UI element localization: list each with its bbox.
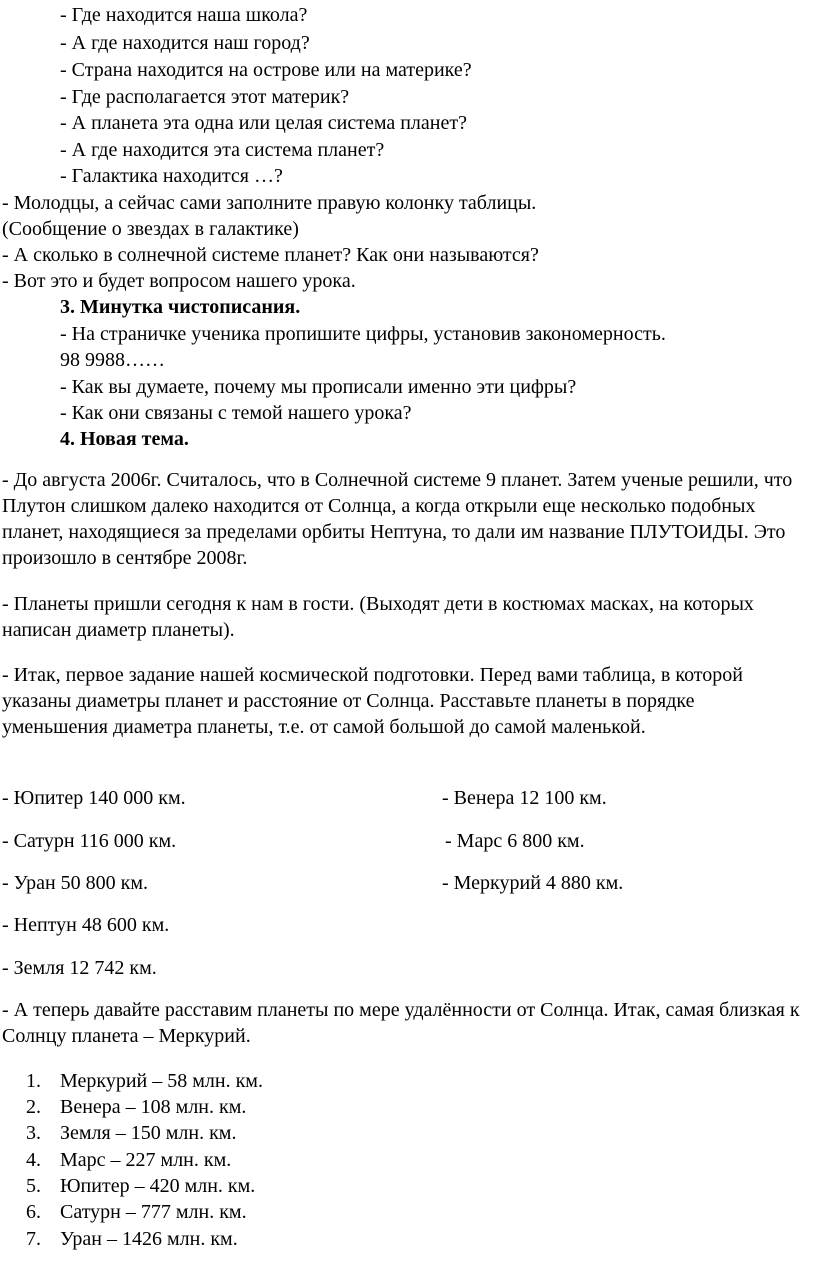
- list-text: Меркурий – 58 млн. км.: [60, 1070, 263, 1092]
- list-number: 6.: [26, 1201, 41, 1223]
- remark-line: (Сообщение о звездах в галактике): [2, 218, 299, 240]
- section-line: - Как они связаны с темой нашего урока?: [60, 402, 412, 424]
- section-heading: 3. Минутка чистописания.: [60, 296, 301, 318]
- question-line: - А где находится наш город?: [60, 32, 310, 54]
- section-line: 98 9988……: [60, 349, 165, 371]
- list-text: Марс – 227 млн. км.: [60, 1149, 232, 1171]
- list-number: 2.: [26, 1096, 41, 1118]
- list-text: Земля – 150 млн. км.: [60, 1122, 237, 1144]
- list-text: Уран – 1426 млн. км.: [60, 1228, 238, 1250]
- paragraph: - А теперь давайте расставим планеты по мере удалённости от Солнца. Итак, самая близкая к Солнцу планета – Меркурий.: [2, 999, 800, 1047]
- list-number: 1.: [26, 1070, 41, 1092]
- list-number: 4.: [26, 1149, 41, 1171]
- list-number: 7.: [26, 1228, 41, 1250]
- list-item: [26, 1068, 263, 1094]
- diameter-item: - Венера 12 100 км.: [442, 787, 607, 809]
- diameter-item: - Земля 12 742 км.: [2, 957, 157, 979]
- list-item: [26, 1173, 255, 1199]
- list-number: 3.: [26, 1122, 41, 1144]
- diameter-item: - Юпитер 140 000 км.: [2, 787, 186, 809]
- section-line: - Как вы думаете, почему мы прописали именно эти цифры?: [60, 376, 577, 398]
- list-number: 5.: [26, 1175, 41, 1197]
- remark-line: - А сколько в солнечной системе планет? Как они называются?: [2, 244, 539, 266]
- list-item: [26, 1199, 247, 1225]
- list-text: Венера – 108 млн. км.: [60, 1096, 247, 1118]
- remark-line: - Вот это и будет вопросом нашего урока.: [2, 270, 356, 292]
- list-item: [26, 1094, 246, 1120]
- diameter-item: - Нептун 48 600 км.: [2, 914, 170, 936]
- question-line: - Где находится наша школа?: [60, 4, 308, 26]
- section-heading: 4. Новая тема.: [60, 428, 189, 450]
- section-line: - На страничке ученика пропишите цифры, установив закономерность.: [60, 323, 666, 345]
- paragraph: - До августа 2006г. Считалось, что в Солнечной системе 9 планет. Затем ученые решили, что Плутон слишком далеко находится от Солнца, а когда открыли еще несколько подобных планет, находящиеся за пределами орбиты Нептуна, то дали им название ПЛУТОИДЫ. Это произошло в сентябре 2008г.: [2, 469, 793, 569]
- question-line: - А планета эта одна или целая система планет?: [60, 112, 467, 134]
- question-line: - Где располагается этот материк?: [60, 86, 350, 108]
- list-item: [26, 1120, 236, 1146]
- diameter-item: - Сатурн 116 000 км.: [2, 830, 177, 852]
- question-line: - Галактика находится …?: [60, 165, 283, 187]
- question-line: - А где находится эта система планет?: [60, 139, 385, 161]
- list-text: Сатурн – 777 млн. км.: [60, 1201, 247, 1223]
- diameter-item: - Марс 6 800 км.: [440, 830, 585, 852]
- diameter-item: - Уран 50 800 км.: [2, 872, 149, 894]
- paragraph: - Итак, первое задание нашей космической подготовки. Перед вами таблица, в которой указаны диаметры планет и расстояние от Солнца. Расставьте планеты в порядке уменьшения диаметра планеты, т.е. от самой большой до самой маленькой.: [2, 664, 743, 738]
- list-text: Юпитер – 420 млн. км.: [60, 1175, 256, 1197]
- list-item: [26, 1226, 238, 1252]
- question-line: - Страна находится на острове или на материке?: [60, 59, 472, 81]
- remark-line: - Молодцы, а сейчас сами заполните правую колонку таблицы.: [2, 192, 537, 214]
- list-item: [26, 1147, 231, 1173]
- paragraph: - Планеты пришли сегодня к нам в гости. (Выходят дети в костюмах масках, на которых написан диаметр планеты).: [2, 593, 754, 641]
- diameter-item: - Меркурий 4 880 км.: [442, 872, 624, 894]
